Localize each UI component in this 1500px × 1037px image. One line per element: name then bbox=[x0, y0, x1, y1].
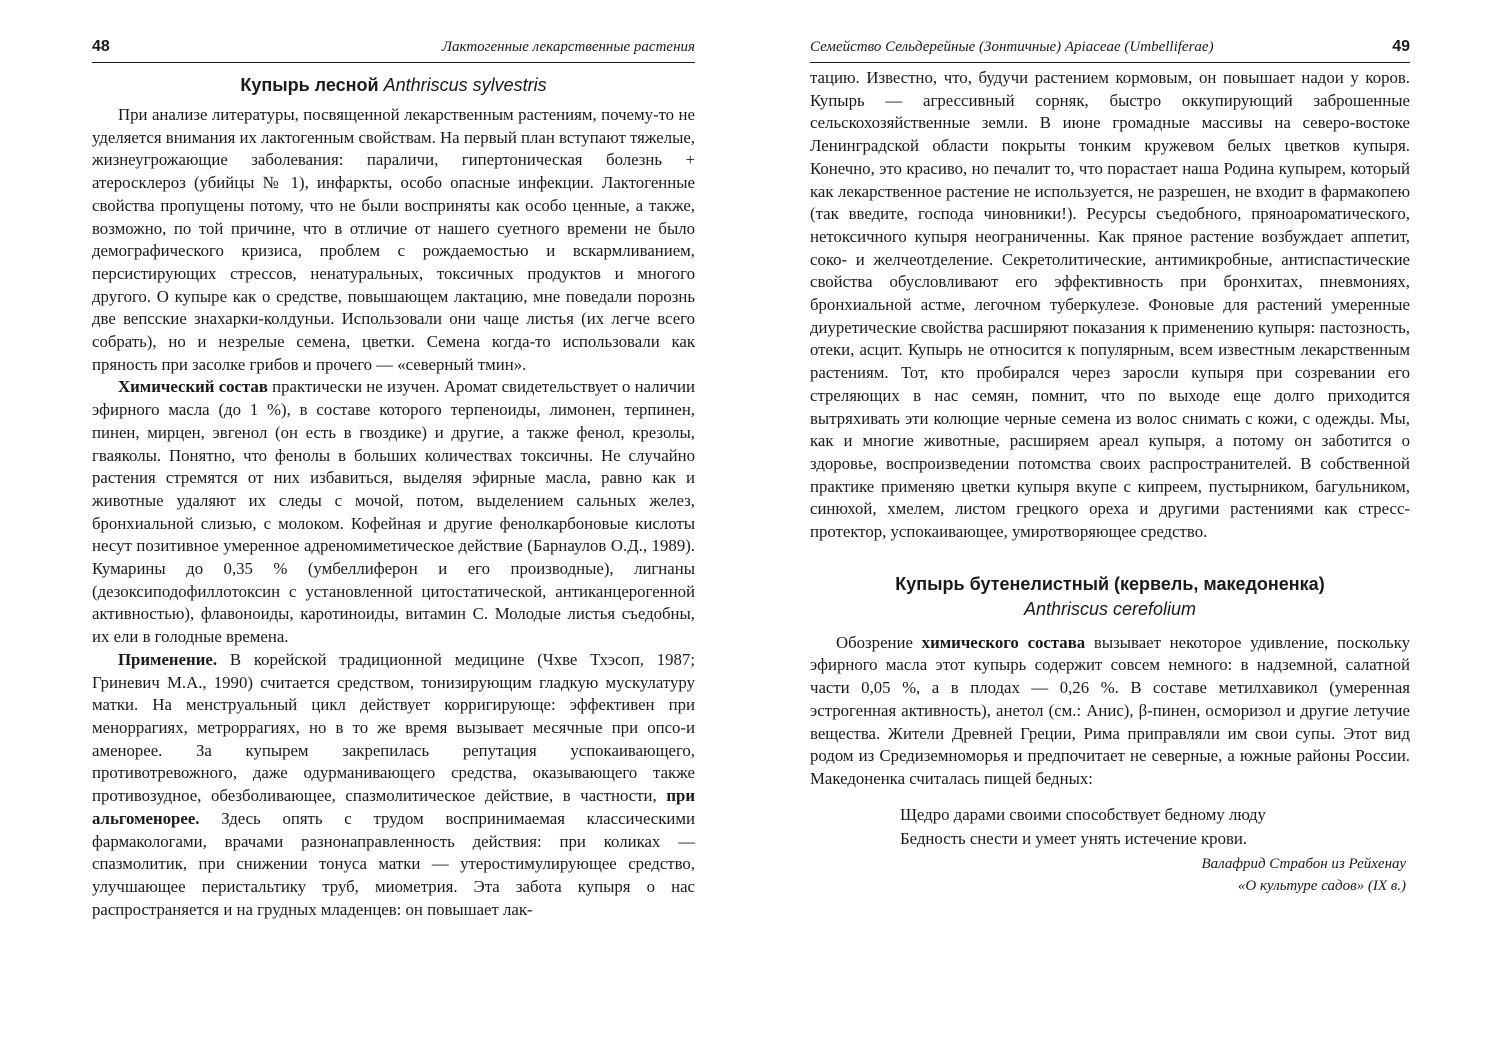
right-page bbox=[810, 38, 1410, 897]
page-number: 48 bbox=[92, 38, 110, 55]
section-title-2 bbox=[810, 572, 1410, 622]
paragraph-intro: При анализе литературы, посвященной лекарственным растениям, почему-то не уделяется внимания их лактогенным свойствам. На первый план вступают тяжелые, жизнеугрожающие заболевания: параличи, гипертоническая болезнь + атеросклероз (убийцы № 1), инфаркты, особо опасные инфекции. Лактогенные свойства пропущены потому, что не были восприняты как особо ценные, а также, возможно, по той причине, что в отличие от нашего суетного времени не было демографического кризиса, проблем с рождаемостью и вскармливанием, персистирующих стрессов, ненатуральных, токсичных продуктов и многого другого. О купыре как о средстве, повышающем лактацию, мне поведали порознь две вепсские знахарки-колдуньи. Использовали они чаще листья (их легче всего собрать), но и незрелые семена, цветки. Семена когда-то использовали как пряность при засолке грибов и прочего — «северный тмин». bbox=[92, 105, 695, 374]
page-number: 49 bbox=[1392, 38, 1410, 55]
chemistry-heading: Химический состав bbox=[118, 377, 268, 397]
chervil-bold-term: химического состава bbox=[921, 632, 1086, 652]
poem-line: Щедро дарами своими способствует бедному люду bbox=[900, 804, 1266, 824]
chemistry-text: практически не изучен. Аромат свидетельствует о наличии эфирного масла (до 1 %), в составе которого терпеноиды, лимонен, терпинен, пинен, мирцен, эвгенол (он есть в гвоздике) и другие, а также фенол, крезолы, гваяколы. Понятно, что фенолы в больших количествах токсичны. Не случайно растения стремятся от них избавиться, выделяя эфирные масла, равно как и животные удаляют их следы с мочой, потом, выделением сальных желез, бронхиальной слизью, с молоком. Кофейная и другие фенолкарбоновые кислоты несут позитивное умеренное адреномиметическое действие (Барнаулов О.Д., 1989). Кумарины до 0,35 % (умбеллиферон и его производные), лигнаны (дезоксиподофиллотоксин с установленной цитостатической, антиканцерогенной активностью), флавоноиды, каротиноиды, витамин С. Молодые листья съедобны, их ели в голодные времена. bbox=[92, 377, 695, 647]
running-title: Семейство Сельдерейные (Зонтичные) Apiaceae (Umbelliferae) bbox=[810, 39, 1214, 55]
paragraph-application bbox=[92, 649, 695, 921]
application-heading: Применение. bbox=[118, 649, 218, 669]
running-title: Лактогенные лекарственные растения bbox=[441, 39, 695, 55]
poem-line: Бедность снести и умеет унять истечение крови. bbox=[900, 828, 1248, 848]
poem-quote bbox=[900, 803, 1410, 851]
application-text-b: Здесь опять с трудом воспринимаемая классическими фармакологами, врачами разнонаправленность действия: при коликах — спазмолитик, при снижении тонуса матки — утеростимулирующее средство, улучшающее перистальтику труб, миометрия. Эта забота купыря о нас распространяется и на грудных младенцев: он повышает лак- bbox=[92, 808, 695, 919]
title-latin: Anthriscus sylvestris bbox=[383, 75, 547, 95]
left-page bbox=[92, 38, 695, 921]
application-text-a: В корейской традиционной медицине (Чхве Тхэсоп, 1987; Гриневич М.А., 1990) считается средством, тонизирующим гладкую мускулатуру матки. На менструальный цикл действует корригирующе: эффективен при меноррагиях, метроррагиях, но в то же время вызывает месячные при опсо-и аменорее. За купырем закрепилась репутация успокаивающего, противотревожного, даже одурманивающего средства, оказывающего также противозудное, обезболивающее, спазмолитическое действие, в частности, bbox=[92, 649, 695, 806]
application-bold-term: при альгоменорее. bbox=[92, 786, 695, 828]
attribution-author: Валафрид Страбон из Рейхенау bbox=[1201, 855, 1406, 872]
paragraph-continued: тацию. Известно, что, будучи растением кормовым, он повышает надои у коров. Купырь — агрессивный сорняк, быстро оккупирующий заброшенные сельскохозяйственные земли. В июне громадные массивы на северо-востоке Ленинградской области покрыты тонким кружевом белых цветков купыря. Конечно, это красиво, но печалит то, что порастает наша Родина купырем, который как лекарственное растение не используется, не разрешен, не входит в фармакопею (так введите, господа чиновники!). Ресурсы съедобного, пряноароматического, нетоксичного купыря неограниченны. Как пряное растение возбуждает аппетит, соко- и желчеотделение. Секретолитические, антимикробные, антиспастические свойства обусловливают его эффективность при бронхитах, пневмониях, бронхиальной астме, легочном туберкулезе. Фоновые для растений умеренные диуретические свойства расширяют показания к применению купыря: пастозность, отеки, асцит. Купырь не относится к популярным, всем известным лекарственным растениям. Тот, кто пробирался через заросли купыря при созревании его стреляющих в нас семян, помнит, что по выходе еще долго приходится вытряхивать эти колющие черные семена из волос снимать с кожи, с одежды. Мы, как и многие животные, расширяем ареал купыря, а потому он заботится о здоровье, воспроизведении потомства своих распространителей. В собственной практике применяю цветки купыря вкупе с кипреем, пустырником, багульником, синюхой, хмелем, листом грецкого ореха и другими растениями как стресс-протектор, успокаивающее, умиротворяющее средство. bbox=[810, 68, 1410, 542]
right-header bbox=[810, 38, 1410, 63]
paragraph-chemistry bbox=[92, 376, 695, 648]
attribution-source: «О культуре садов» (IX в.) bbox=[1237, 877, 1406, 894]
title-russian: Купырь лесной bbox=[240, 75, 379, 95]
chervil-text-b: вызывает некоторое удивление, поскольку эфирного масла этот купырь содержит совсем немного: в надземной, салатной части 0,05 %, а в плодах — 0,26 %. В составе метилхавикол (умеренная эстрогенная активность), анетол (см.: Анис), β-пинен, осморизол и другие летучие вещества. Жители Древней Греции, Рима приправляли им свои супы. Этот вид родом из Средиземноморья и предпочитает не северные, а южные районы России. Македоненка считалась пищей бедных: bbox=[810, 632, 1410, 788]
section-title bbox=[92, 75, 695, 96]
chervil-text-a: Обозрение bbox=[836, 632, 922, 652]
paragraph-chervil bbox=[810, 632, 1410, 791]
left-header bbox=[92, 38, 695, 63]
title2-latin: Anthriscus cerefolium bbox=[1023, 598, 1197, 619]
quote-attribution bbox=[810, 853, 1410, 897]
title2-russian: Купырь бутенелистный (кервель, македоненка) bbox=[895, 573, 1325, 594]
